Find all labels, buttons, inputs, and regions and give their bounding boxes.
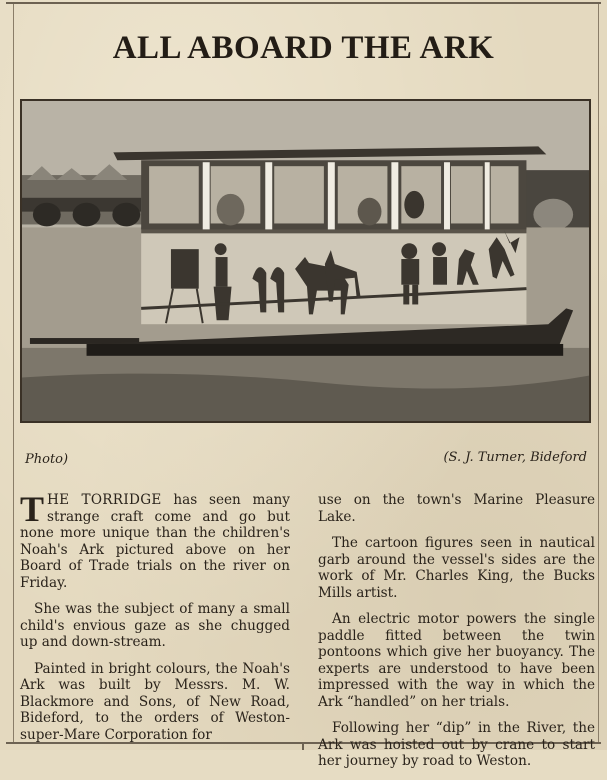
paragraph-6: Following her “dip” in the River, the Ark was hoisted out by crane to start her journey by road to Weston. [318, 720, 595, 769]
lead-paragraph [20, 489, 290, 591]
paragraph-3: Painted in bright colours, the Noah's Ark was built by Messrs. M. W. Blackmore and Sons, of New Road, Bideford, to the orders of Weston-super-Mare Corporation for [20, 660, 290, 743]
drop-cap: T [20, 489, 45, 529]
paragraph-4: The cartoon figures seen in nautical garb around the vessel's sides are the work of Mr. Charles King, the Bucks Mills artist. [318, 535, 595, 601]
column-divider [302, 742, 304, 750]
top-rule [6, 2, 601, 4]
headline: ALL ABOARD THE ARK [112, 30, 495, 66]
ark-photo [20, 99, 591, 423]
lead-text: has seen many strange craft come and go but none more unique than the children's Noah's Ark pictured above on her Board of Trade trials on the river on Friday. [20, 492, 290, 591]
article-column-right [318, 492, 595, 780]
paragraph-2: She was the subject of many a small child's envious gaze as she chugged up and down-stream. [20, 601, 290, 650]
photo-label: Photo) [25, 452, 69, 467]
right-rule [598, 4, 599, 744]
left-rule [13, 4, 14, 744]
paragraph-5: An electric motor powers the single paddle fitted between the twin pontoons which give her buoyancy. The experts are understood to have been impressed with the way in which the Ark “handled” on her trials. [318, 611, 595, 710]
photo-credit: (S. J. Turner, Bideford [443, 450, 587, 465]
article-column-left [20, 489, 290, 753]
lead-caps: HE TORRIDGE [47, 492, 162, 508]
ark-photo-image [22, 101, 589, 421]
paragraph-3-continued: use on the town's Marine Pleasure Lake. [318, 492, 595, 525]
